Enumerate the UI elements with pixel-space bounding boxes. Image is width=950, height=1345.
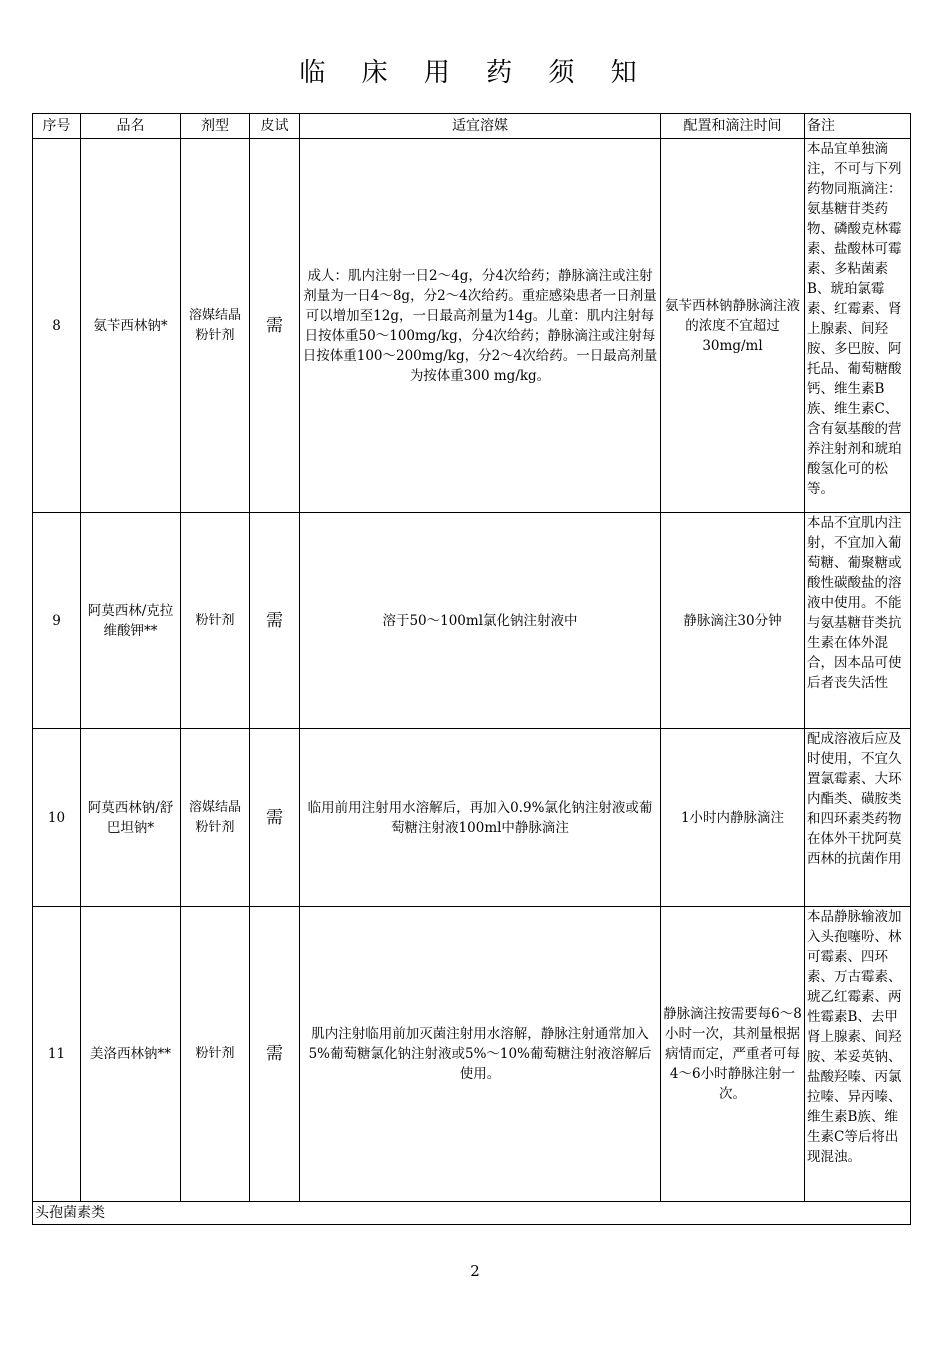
cell-solvent: 成人：肌内注射一日2～4g，分4次给药；静脉滴注或注射剂量为一日4～8g，分2～4次给药。重症感染患者一日剂量可以增加至12g，一日最高剂量为14g。儿童：肌内注射每日按体重50～100mg/kg，分4次给药；静脉滴注或注射每日按体重100～200mg/kg，分2～4次给药。一日最高剂量为按体重300 mg/kg。 [300, 139, 661, 513]
note-text: 配成溶液后应及时使用，不宜久置氯霉素、大环内酯类、磺胺类和四环素类药物在体外干扰阿莫西林的抗菌作用 [807, 731, 902, 867]
header-cell-time: 配置和滴注时间 [661, 114, 805, 139]
cell-note [805, 907, 911, 1202]
cell-skin-test: 需 [250, 729, 300, 907]
cell-time: 静脉滴注按需要每6～8小时一次，其剂量根据病情而定，严重者可每4～6小时静脉注射一次。 [661, 907, 805, 1202]
cell-skin-test: 需 [250, 513, 300, 729]
header-cell-no: 序号 [33, 114, 81, 139]
cell-solvent: 溶于50～100ml氯化钠注射液中 [300, 513, 661, 729]
cell-form: 溶媒结晶粉针剂 [181, 729, 250, 907]
cell-name: 美洛西林钠** [81, 907, 181, 1202]
cell-no: 9 [33, 513, 81, 729]
table-row [33, 139, 911, 513]
section-row [33, 1202, 911, 1225]
cell-no: 8 [33, 139, 81, 513]
cell-name: 阿莫西林/克拉维酸钾** [81, 513, 181, 729]
header-cell-name: 品名 [81, 114, 181, 139]
cell-skin-test: 需 [250, 907, 300, 1202]
page-number: 2 [470, 1262, 480, 1280]
note-text: 本品不宜肌内注射，不宜加入葡萄糖、葡聚糖或酸性碳酸盐的溶液中使用。不能与氨基糖苷类抗生素在体外混合，因本品可使后者丧失活性 [807, 515, 902, 691]
table-row [33, 907, 911, 1202]
cell-time: 静脉滴注30分钟 [661, 513, 805, 729]
cell-time: 氨苄西林钠静脉滴注液的浓度不宜超过30mg/ml [661, 139, 805, 513]
cell-solvent: 肌内注射临用前加灭菌注射用水溶解，静脉注射通常加入5%葡萄糖氯化钠注射液或5%～10%葡萄糖注射液溶解后使用。 [300, 907, 661, 1202]
header-cell-skin-test: 皮试 [250, 114, 300, 139]
page-title: 临 床 用 药 须 知 [299, 58, 651, 88]
note-text: 本品静脉输液加入头孢噻吩、林可霉素、四环素、万古霉素、琥乙红霉素、两性霉素B、去甲肾上腺素、间羟胺、苯妥英钠、盐酸羟嗪、丙氯拉嗪、异丙嗪、维生素B族、维生素C等后将出现混浊。 [807, 909, 902, 1165]
note-text: 本品宜单独滴注，不可与下列药物同瓶滴注：氨基糖苷类药物、磷酸克林霉素、盐酸林可霉素、多粘菌素B、琥珀氯霉素、红霉素、肾上腺素、间羟胺、多巴胺、阿托品、葡萄糖酸钙、维生素B族、维生素C、含有氨基酸的营养注射剂和琥珀酸氢化可的松等。 [807, 141, 902, 497]
section-label: 头孢菌素类 [33, 1202, 911, 1225]
cell-note [805, 513, 911, 729]
cell-note [805, 729, 911, 907]
cell-name: 阿莫西林钠/舒巴坦钠* [81, 729, 181, 907]
cell-no: 10 [33, 729, 81, 907]
cell-note [805, 139, 911, 513]
cell-form: 粉针剂 [181, 513, 250, 729]
cell-time: 1小时内静脉滴注 [661, 729, 805, 907]
drug-table [32, 113, 911, 1225]
header-cell-note: 备注 [805, 114, 911, 139]
header-cell-form: 剂型 [181, 114, 250, 139]
table-row [33, 513, 911, 729]
table-header-row [33, 114, 911, 139]
header-cell-solvent: 适宜溶媒 [300, 114, 661, 139]
cell-form: 溶媒结晶粉针剂 [181, 139, 250, 513]
table-row [33, 729, 911, 907]
cell-form: 粉针剂 [181, 907, 250, 1202]
cell-name: 氨苄西林钠* [81, 139, 181, 513]
cell-solvent: 临用前用注射用水溶解后，再加入0.9%氯化钠注射液或葡萄糖注射液100ml中静脉滴注 [300, 729, 661, 907]
cell-no: 11 [33, 907, 81, 1202]
cell-skin-test: 需 [250, 139, 300, 513]
